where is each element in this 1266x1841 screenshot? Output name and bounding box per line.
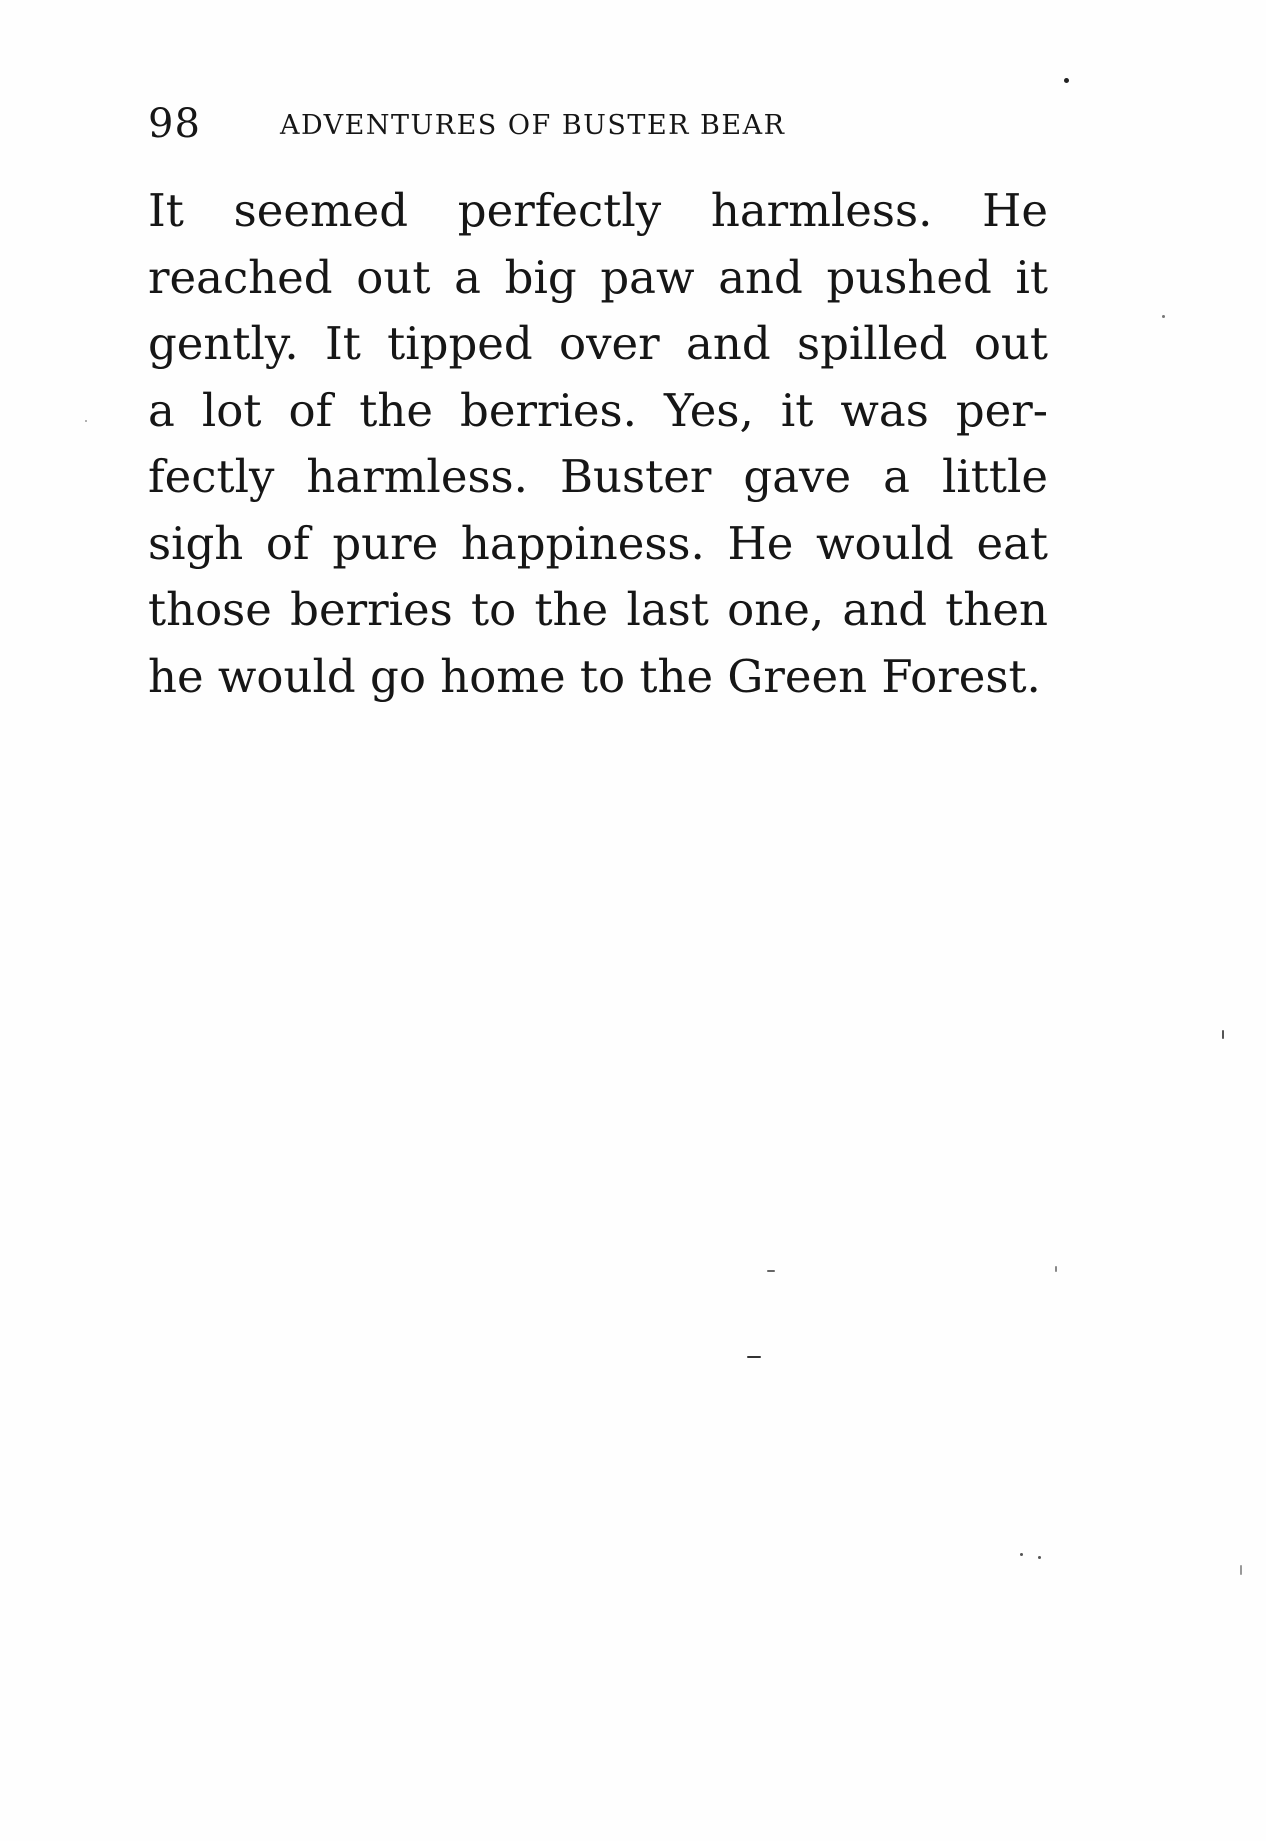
text-line: reached out a big paw and pushed it: [148, 250, 1048, 304]
paper-speck: [1222, 1030, 1224, 1039]
text-line: gently. It tipped over and spilled out: [148, 317, 1048, 370]
text-line: fectly harmless. Buster gave a little: [148, 450, 1048, 503]
paper-speck: [1055, 1266, 1057, 1272]
page-number: 98: [148, 101, 201, 147]
paper-speck: [747, 1356, 761, 1358]
text-line: sigh of pure happiness. He would eat: [148, 516, 1048, 570]
paper-speck: [767, 1270, 775, 1272]
paper-speck: [85, 420, 87, 422]
paper-speck: [1162, 315, 1165, 318]
paper-speck: [1064, 78, 1069, 83]
body-paragraph: [148, 178, 1048, 710]
text-line: those berries to the last one, and then: [148, 583, 1048, 636]
paper-speck: [1240, 1565, 1242, 1575]
paper-speck: [1020, 1553, 1023, 1556]
text-line: he would go home to the Green Forest.: [148, 649, 1041, 703]
text-line: a lot of the berries. Yes, it was per-: [148, 383, 1048, 437]
text-line: It seemed perfectly harmless. He: [148, 184, 1048, 237]
running-head: [148, 100, 1048, 148]
book-title: ADVENTURES OF BUSTER BEAR: [280, 110, 786, 141]
paper-speck: [1038, 1556, 1041, 1559]
